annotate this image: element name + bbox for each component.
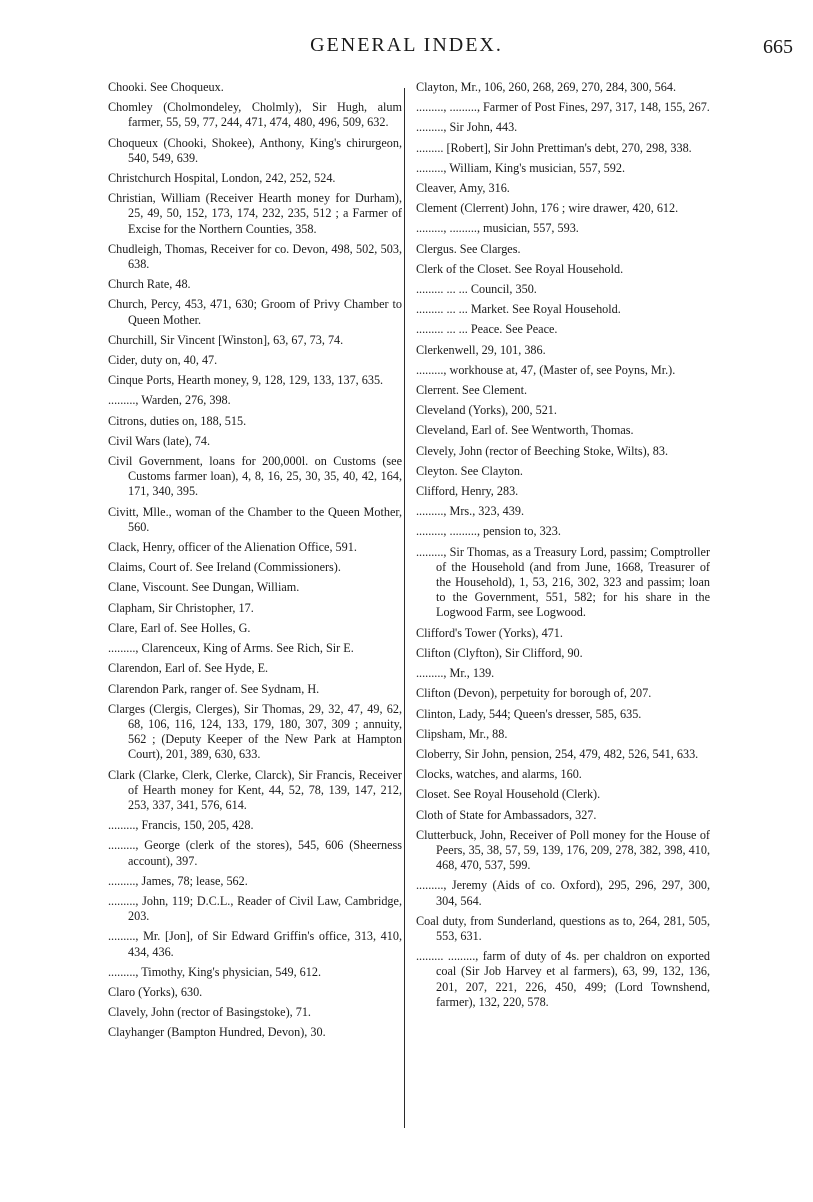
- index-entry: Clifford, Henry, 283.: [416, 484, 519, 499]
- index-entry: ........., Timothy, King's physician, 549, 612.: [108, 964, 322, 979]
- index-entry: ........., George (clerk of the stores), 545, 606 (Sheerness account), 397.: [108, 838, 402, 868]
- page-header: [0, 32, 813, 68]
- index-entry: Closet. See Royal Household (Clerk).: [416, 787, 601, 802]
- index-entry: Clipsham, Mr., 88.: [416, 726, 508, 741]
- index-entry: Chudleigh, Thomas, Receiver for co. Devon, 498, 502, 503, 638.: [108, 241, 402, 272]
- index-entry: Christchurch Hospital, London, 242, 252, 524.: [108, 171, 336, 186]
- index-entry: Clutterbuck, John, Receiver of Poll money for the House of Peers, 35, 38, 57, 59, 139, 176, 209, 278, 382, 398, 410, 468, 470, 537, 599.: [416, 827, 710, 873]
- index-entry: Clack, Henry, officer of the Alienation Office, 591.: [108, 540, 357, 555]
- column-divider: [404, 88, 405, 1128]
- index-entry: Cinque Ports, Hearth money, 9, 128, 129, 133, 137, 635.: [108, 373, 384, 388]
- index-entry: ........., John, 119; D.C.L., Reader of Civil Law, Cambridge, 203.: [108, 893, 402, 924]
- index-entry: ......... ... ... Council, 350.: [416, 282, 537, 297]
- index-entry: ........., William, King's musician, 557, 592.: [416, 160, 625, 175]
- index-entry: Clevely, John (rector of Beeching Stoke, Wilts), 83.: [416, 443, 669, 458]
- index-entry: ........., ........., Farmer of Post Fines, 297, 317, 148, 155, 267.: [416, 100, 710, 115]
- index-entry: Clarges (Clergis, Clerges), Sir Thomas, 29, 32, 47, 49, 62, 68, 106, 116, 124, 133, 179, 180, 307, 309 ; annuity, 562 ; (Deputy Keeper of the New Park at Hampton Court), 201, 389, 630, 633.: [108, 701, 402, 762]
- index-entry: Cleyton. See Clayton.: [416, 463, 523, 478]
- index-entry: ........., Sir Thomas, as a Treasury Lord, passim; Comptroller of the Household (and from June, 1668, Treasurer of the Household), 1, 53, 216, 302, 323 and passim; loan to the Government, 551, 582; for his share in the Logwood Farm, see Logwood.: [416, 544, 710, 620]
- index-entry: Clerk of the Closet. See Royal Household.: [416, 261, 624, 276]
- index-entry: Civil Government, loans for 200,000l. on Customs (see Customs farmer loan), 4, 8, 16, 25, 30, 35, 40, 42, 164, 171, 340, 395.: [108, 454, 402, 499]
- index-entry: ........., Francis, 150, 205, 428.: [108, 818, 254, 833]
- index-entry: ......... ... ... Peace. See Peace.: [416, 322, 558, 337]
- index-entry: Coal duty, from Sunderland, questions as to, 264, 281, 505, 553, 631.: [416, 913, 710, 943]
- index-entry: ......... ........., farm of duty of 4s. per chaldron on exported coal (Sir Job Harvey et al farmers), 63, 99, 132, 136, 201, 207, 221, 226, 450, 499; (Lord Townshend, farmer), 132, 220, 578.: [416, 949, 710, 1009]
- index-entry: ........., Mr. [Jon], of Sir Edward Griffin's office, 313, 410, 434, 436.: [108, 929, 402, 959]
- index-entry: ........., Mr., 139.: [416, 666, 495, 681]
- index-entry: Civil Wars (late), 74.: [108, 433, 211, 448]
- index-entry: Clarendon, Earl of. See Hyde, E.: [108, 661, 269, 676]
- index-entry: ........., James, 78; lease, 562.: [108, 873, 248, 888]
- index-entry: Clifton (Clyfton), Sir Clifford, 90.: [416, 645, 583, 660]
- index-entry: Citrons, duties on, 188, 515.: [108, 413, 247, 428]
- index-entry: Churchill, Sir Vincent [Winston], 63, 67, 73, 74.: [108, 332, 344, 347]
- index-entry: ........., Jeremy (Aids of co. Oxford), 295, 296, 297, 300, 304, 564.: [416, 878, 710, 908]
- page-title: GENERAL INDEX.: [310, 34, 503, 56]
- index-column-right: [416, 80, 710, 1015]
- index-entry: Church Rate, 48.: [108, 277, 191, 292]
- index-entry: Clifford's Tower (Yorks), 471.: [416, 625, 563, 640]
- index-entry: Clayhanger (Bampton Hundred, Devon), 30.: [108, 1025, 326, 1040]
- index-entry: Clement (Clerrent) John, 176 ; wire drawer, 420, 612.: [416, 201, 679, 216]
- index-entry: Cider, duty on, 40, 47.: [108, 353, 218, 368]
- index-entry: ......... ... ... Market. See Royal Household.: [416, 302, 621, 317]
- index-entry: Clane, Viscount. See Dungan, William.: [108, 580, 300, 595]
- index-entry: Chooki. See Choqueux.: [108, 80, 224, 94]
- index-entry: Cloberry, Sir John, pension, 254, 479, 482, 526, 541, 633.: [416, 746, 699, 761]
- index-entry: ........., Mrs., 323, 439.: [416, 504, 524, 519]
- index-entry: Church, Percy, 453, 471, 630; Groom of Privy Chamber to Queen Mother.: [108, 297, 402, 327]
- index-entry: ........., ........., musician, 557, 593.: [416, 221, 579, 236]
- index-entry: Clayton, Mr., 106, 260, 268, 269, 270, 284, 300, 564.: [416, 80, 677, 94]
- index-entry: Claro (Yorks), 630.: [108, 984, 203, 999]
- index-entry: Clarendon Park, ranger of. See Sydnam, H.: [108, 681, 320, 696]
- index-entry: Clinton, Lady, 544; Queen's dresser, 585, 635.: [416, 706, 642, 721]
- index-entry: ........., ........., pension to, 323.: [416, 524, 561, 539]
- index-entry: Cleveland (Yorks), 200, 521.: [416, 403, 557, 418]
- index-entry: Cleveland, Earl of. See Wentworth, Thomas.: [416, 423, 634, 438]
- page-number: 665: [763, 36, 793, 58]
- index-entry: Cloth of State for Ambassadors, 327.: [416, 807, 597, 822]
- index-entry: Civitt, Mlle., woman of the Chamber to the Queen Mother, 560.: [108, 504, 402, 534]
- index-entry: ........., Warden, 276, 398.: [108, 393, 231, 408]
- index-entry: Claims, Court of. See Ireland (Commissioners).: [108, 560, 341, 575]
- index-entry: ........., workhouse at, 47, (Master of, see Poyns, Mr.).: [416, 362, 676, 377]
- index-entry: Clerrent. See Clement.: [416, 383, 528, 398]
- index-entry: Clark (Clarke, Clerk, Clerke, Clarck), Sir Francis, Receiver of Hearth money for Kent, 44, 52, 78, 139, 147, 212, 253, 337, 341, 576, 614.: [108, 767, 402, 812]
- index-entry: Christian, William (Receiver Hearth money for Durham), 25, 49, 50, 152, 173, 174, 232, 235, 512 ; a Farmer of Excise for the Northern Counties, 358.: [108, 191, 402, 236]
- index-entry: Cleaver, Amy, 316.: [416, 181, 510, 196]
- index-entry: Clerkenwell, 29, 101, 386.: [416, 342, 546, 357]
- index-column-left: [108, 80, 402, 1046]
- index-entry: Clergus. See Clarges.: [416, 241, 521, 256]
- index-entry: Choqueux (Chooki, Shokee), Anthony, King's chirurgeon, 540, 549, 639.: [108, 135, 402, 165]
- index-entry: ........., Clarenceux, King of Arms. See Rich, Sir E.: [108, 641, 354, 656]
- index-entry: Clavely, John (rector of Basingstoke), 71.: [108, 1005, 311, 1020]
- index-entry: Clifton (Devon), perpetuity for borough of, 207.: [416, 686, 652, 701]
- index-entry: Clare, Earl of. See Holles, G.: [108, 620, 251, 635]
- index-entry: ......... [Robert], Sir John Prettiman's debt, 270, 298, 338.: [416, 140, 692, 155]
- index-entry: ........., Sir John, 443.: [416, 120, 518, 135]
- index-entry: Clapham, Sir Christopher, 17.: [108, 600, 254, 615]
- index-entry: Chomley (Cholmondeley, Cholmly), Sir Hugh, alum farmer, 55, 59, 77, 244, 471, 474, 480, 496, 509, 632.: [108, 100, 402, 130]
- index-entry: Clocks, watches, and alarms, 160.: [416, 767, 582, 782]
